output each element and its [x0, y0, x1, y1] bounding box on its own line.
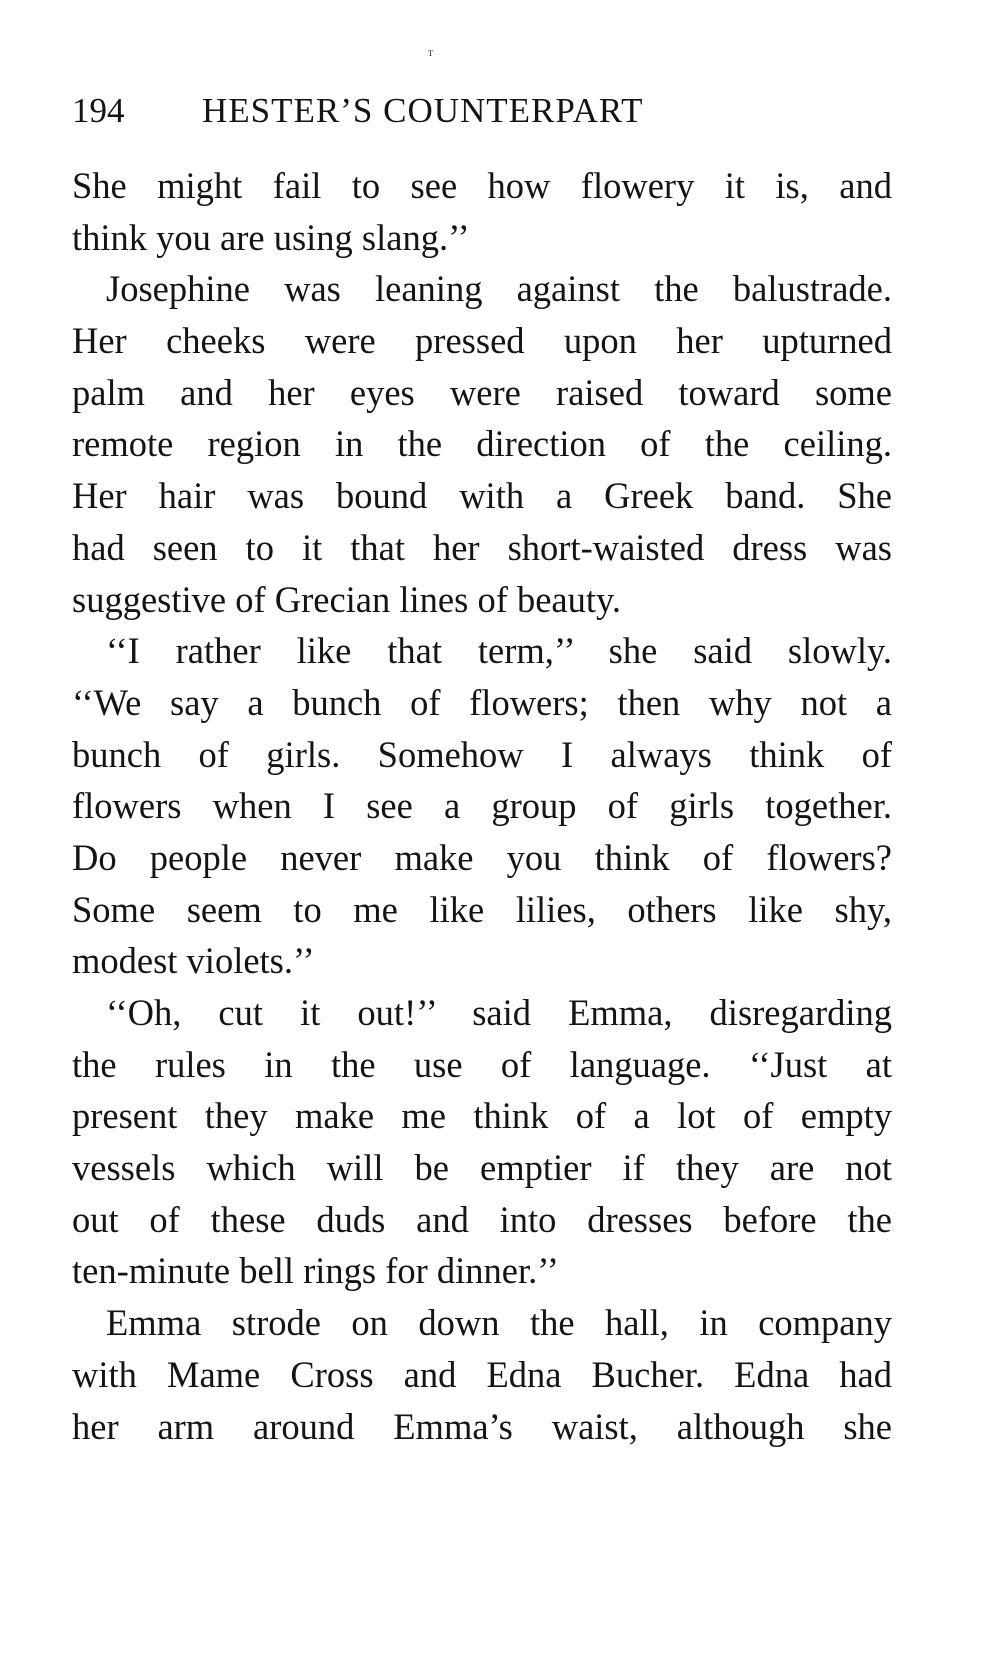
text-line: She might fail to see how flowery it is, and — [72, 165, 892, 206]
text-line: Do people never make you think of flowers? — [72, 836, 892, 878]
text-line: flowers when I see a group of girls together. — [72, 785, 892, 827]
page-header — [72, 86, 902, 136]
text-line: ‘‘We say a bunch of flowers; then why not a — [72, 681, 892, 723]
text-line: modest violets.’’ — [72, 940, 315, 982]
text-line: present they make me think of a lot of empty — [72, 1095, 892, 1137]
text-line: Her cheeks were pressed upon her upturned — [72, 320, 892, 362]
text-line: vessels which will be emptier if they are not — [72, 1147, 892, 1189]
text-line: ten-minute bell rings for dinner.’’ — [72, 1250, 559, 1292]
text-line: think you are using slang.’’ — [72, 216, 470, 258]
text-line: her arm around Emma’s waist, although she — [72, 1405, 892, 1447]
text-line: out of these duds and into dresses before the — [72, 1198, 892, 1240]
page-number: 194 — [72, 91, 125, 130]
text-line: had seen to it that her short-waisted dress was — [72, 526, 892, 568]
paragraph-first-line: ‘‘I rather like that term,’’ she said slowly. — [106, 630, 892, 672]
text-line: the rules in the use of language. ‘‘Just at — [72, 1043, 892, 1085]
text-line: Her hair was bound with a Greek band. She — [72, 475, 892, 517]
text-line: Some seem to me like lilies, others like shy, — [72, 888, 892, 930]
body-text — [72, 160, 892, 1452]
paragraph-first-line: Josephine was leaning against the balustrade. — [106, 268, 892, 310]
text-line: palm and her eyes were raised toward some — [72, 371, 892, 413]
text-line: remote region in the direction of the ceiling. — [72, 423, 892, 465]
paragraph-first-line: Emma strode on down the hall, in company — [106, 1302, 892, 1344]
paragraph-first-line: ‘‘Oh, cut it out!’’ said Emma, disregarding — [106, 992, 892, 1033]
text-line: bunch of girls. Somehow I always think of — [72, 733, 892, 775]
text-line: with Mame Cross and Edna Bucher. Edna had — [72, 1353, 892, 1395]
text-line: suggestive of Grecian lines of beauty. — [72, 578, 622, 620]
running-title: HESTER’S COUNTERPART — [202, 91, 644, 130]
top-printer-mark: ᵀ — [428, 49, 434, 64]
